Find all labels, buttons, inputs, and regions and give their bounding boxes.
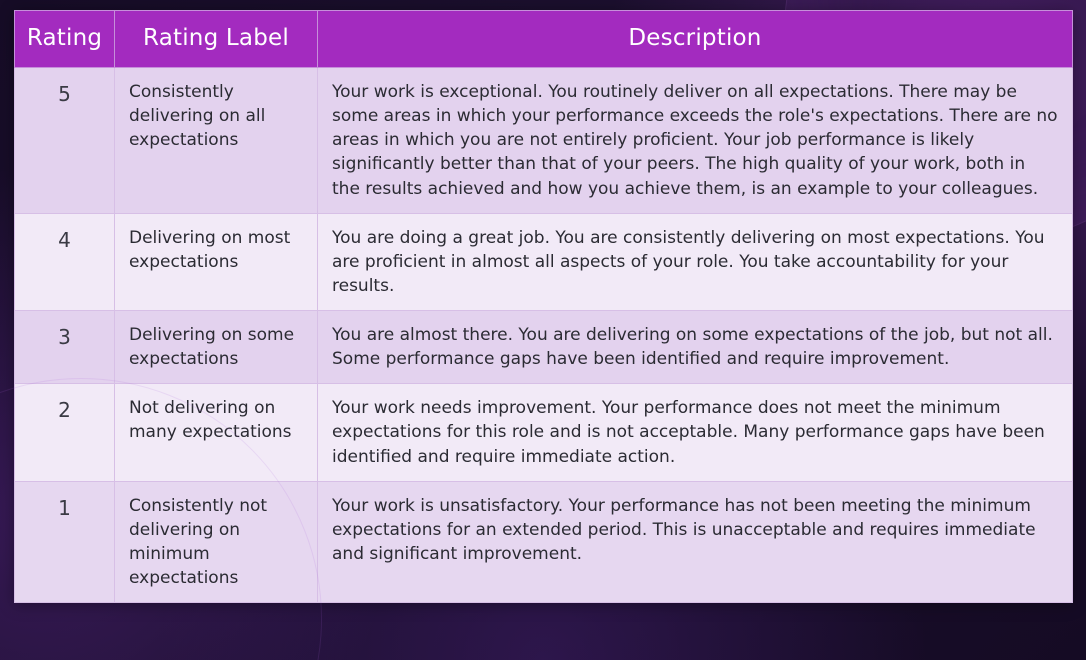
cell-rating: 4 — [15, 213, 115, 310]
table-row — [15, 213, 1073, 310]
cell-rating-label: Delivering on most expectations — [115, 213, 318, 310]
cell-rating-label: Delivering on some expectations — [115, 311, 318, 384]
cell-rating: 5 — [15, 68, 115, 214]
cell-rating-label: Consistently delivering on all expectations — [115, 68, 318, 214]
cell-rating: 1 — [15, 481, 115, 603]
cell-description: You are almost there. You are delivering on some expectations of the job, but not all. Some performance gaps have been identified and require improvement. — [318, 311, 1073, 384]
column-header-rating: Rating — [15, 11, 115, 68]
column-header-description: Description — [318, 11, 1073, 68]
table-row — [15, 311, 1073, 384]
table-header — [15, 11, 1073, 68]
cell-rating: 2 — [15, 384, 115, 481]
table-body — [15, 68, 1073, 603]
table-row — [15, 68, 1073, 214]
rating-scale-table-container — [14, 10, 1072, 603]
cell-rating-label: Not delivering on many expectations — [115, 384, 318, 481]
cell-description: Your work is unsatisfactory. Your performance has not been meeting the minimum expectations for an extended period. This is unacceptable and requires immediate and significant improvement. — [318, 481, 1073, 603]
rating-scale-table — [14, 10, 1073, 603]
table-row — [15, 481, 1073, 603]
cell-rating-label: Consistently not delivering on minimum expectations — [115, 481, 318, 603]
column-header-rating-label: Rating Label — [115, 11, 318, 68]
cell-description: Your work needs improvement. Your performance does not meet the minimum expectations for this role and is not acceptable. Many performance gaps have been identified and require immediate action. — [318, 384, 1073, 481]
cell-rating: 3 — [15, 311, 115, 384]
cell-description: You are doing a great job. You are consistently delivering on most expectations. You are proficient in almost all aspects of your role. You take accountability for your results. — [318, 213, 1073, 310]
table-header-row — [15, 11, 1073, 68]
table-row — [15, 384, 1073, 481]
cell-description: Your work is exceptional. You routinely deliver on all expectations. There may be some areas in which your performance exceeds the role's expectations. There are no areas in which you are not entirely proficient. Your job performance is likely significantly better than that of your peers. The high quality of your work, both in the results achieved and how you achieve them, is an example to your colleagues. — [318, 68, 1073, 214]
